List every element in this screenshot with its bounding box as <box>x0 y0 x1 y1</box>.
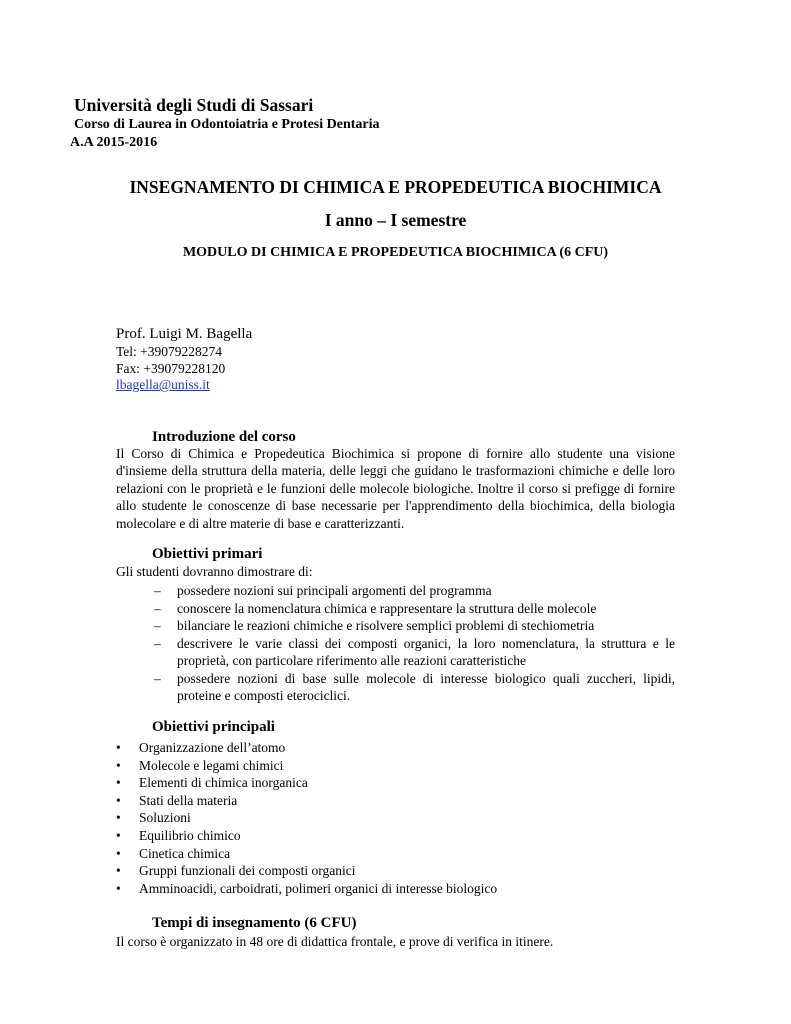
dash-marker: – <box>154 600 161 616</box>
primary-objectives-heading: Obiettivi primari <box>152 546 263 562</box>
list-item <box>116 809 497 827</box>
list-item <box>116 582 675 600</box>
list-item-text: conoscere la nomenclatura chimica e rappresentare la struttura delle molecole <box>177 600 597 616</box>
bullet-marker: • <box>116 792 121 808</box>
list-item <box>116 880 497 898</box>
list-item-text: Equilibrio chimico <box>139 827 241 843</box>
main-objectives-list <box>116 739 497 897</box>
list-item <box>116 617 675 635</box>
module-title: MODULO DI CHIMICA E PROPEDEUTICA BIOCHIMICA (6 CFU) <box>182 245 609 260</box>
list-item <box>116 739 497 757</box>
list-item <box>116 862 497 880</box>
list-item <box>116 635 675 670</box>
list-item <box>116 774 497 792</box>
list-item-text: possedere nozioni di base sulle molecole di interesse biologico quali zuccheri, lipidi, proteine e composti eterociclici. <box>177 670 675 703</box>
list-item-text: bilanciare le reazioni chimiche e risolvere semplici problemi di stechiometria <box>177 618 595 633</box>
dash-marker: – <box>154 583 161 598</box>
course-title: INSEGNAMENTO DI CHIMICA E PROPEDEUTICA BIOCHIMICA <box>129 177 662 197</box>
university-name: Università degli Studi di Sassari <box>74 95 314 115</box>
intro-paragraph: Il Corso di Chimica e Propedeutica Biochimica si propone di fornire allo studente una visione d'insieme della struttura della materia, delle leggi che guidano le trasformazioni chimiche e delle loro relazioni con le proprietà e le funzioni delle molecole biologiche. Inoltre il corso si prefigge di fornire allo studente le conoscenze di base necessarie per l'apprendimento della biochimica, della biologia molecolare e di altre materie di base e caratterizzanti. <box>116 446 675 531</box>
degree-course: Corso di Laurea in Odontoiatria e Protesi Dentaria <box>74 117 380 132</box>
semester-title: I anno – I semestre <box>324 210 467 230</box>
list-item-text: descrivere le varie classi dei composti organici, la loro nomenclatura, la struttura e le proprietà, con particolare riferimento alle reazioni caratteristiche <box>177 635 675 668</box>
bullet-marker: • <box>116 845 121 861</box>
main-objectives-heading: Obiettivi principali <box>152 719 275 735</box>
bullet-marker: • <box>116 757 121 773</box>
bullet-marker: • <box>116 863 121 879</box>
primary-objectives-list <box>116 582 675 705</box>
list-item-text: Amminoacidi, carboidrati, polimeri organici di interesse biologico <box>139 880 498 896</box>
list-item-text: Stati della materia <box>139 792 238 808</box>
fax-number: Fax: +39079228120 <box>116 361 226 376</box>
bullet-marker: • <box>116 740 121 755</box>
dash-marker: – <box>154 618 161 633</box>
bullet-marker: • <box>116 810 121 826</box>
list-item-text: Molecole e legami chimici <box>139 757 284 773</box>
list-item-text: possedere nozioni sui principali argomenti del programma <box>177 583 492 598</box>
phone-number: Tel: +39079228274 <box>116 344 223 359</box>
list-item <box>116 827 497 845</box>
intro-heading: Introduzione del corso <box>152 429 296 445</box>
list-item-text: Organizzazione dell’atomo <box>139 740 286 755</box>
list-item <box>116 845 497 863</box>
dash-marker: – <box>154 635 161 651</box>
professor-name: Prof. Luigi M. Bagella <box>116 326 253 342</box>
teaching-time-heading: Tempi di insegnamento (6 CFU) <box>152 915 357 931</box>
primary-objectives-lead: Gli studenti dovranno dimostrare di: <box>116 564 313 579</box>
bullet-marker: • <box>116 827 121 843</box>
list-item <box>116 757 497 775</box>
email-link[interactable]: lbagella@uniss.it <box>116 377 210 392</box>
bullet-marker: • <box>116 880 121 896</box>
list-item <box>116 600 675 618</box>
list-item-text: Gruppi funzionali dei composti organici <box>139 863 356 879</box>
teaching-time-text: Il corso è organizzato in 48 ore di didattica frontale, e prove di verifica in itinere. <box>116 934 554 949</box>
list-item <box>116 792 497 810</box>
academic-year: A.A 2015-2016 <box>70 135 158 150</box>
list-item-text: Cinetica chimica <box>139 845 231 861</box>
list-item <box>116 670 675 705</box>
dash-marker: – <box>154 670 161 686</box>
bullet-marker: • <box>116 775 121 791</box>
list-item-text: Soluzioni <box>139 810 191 826</box>
list-item-text: Elementi di chimica inorganica <box>139 775 308 791</box>
